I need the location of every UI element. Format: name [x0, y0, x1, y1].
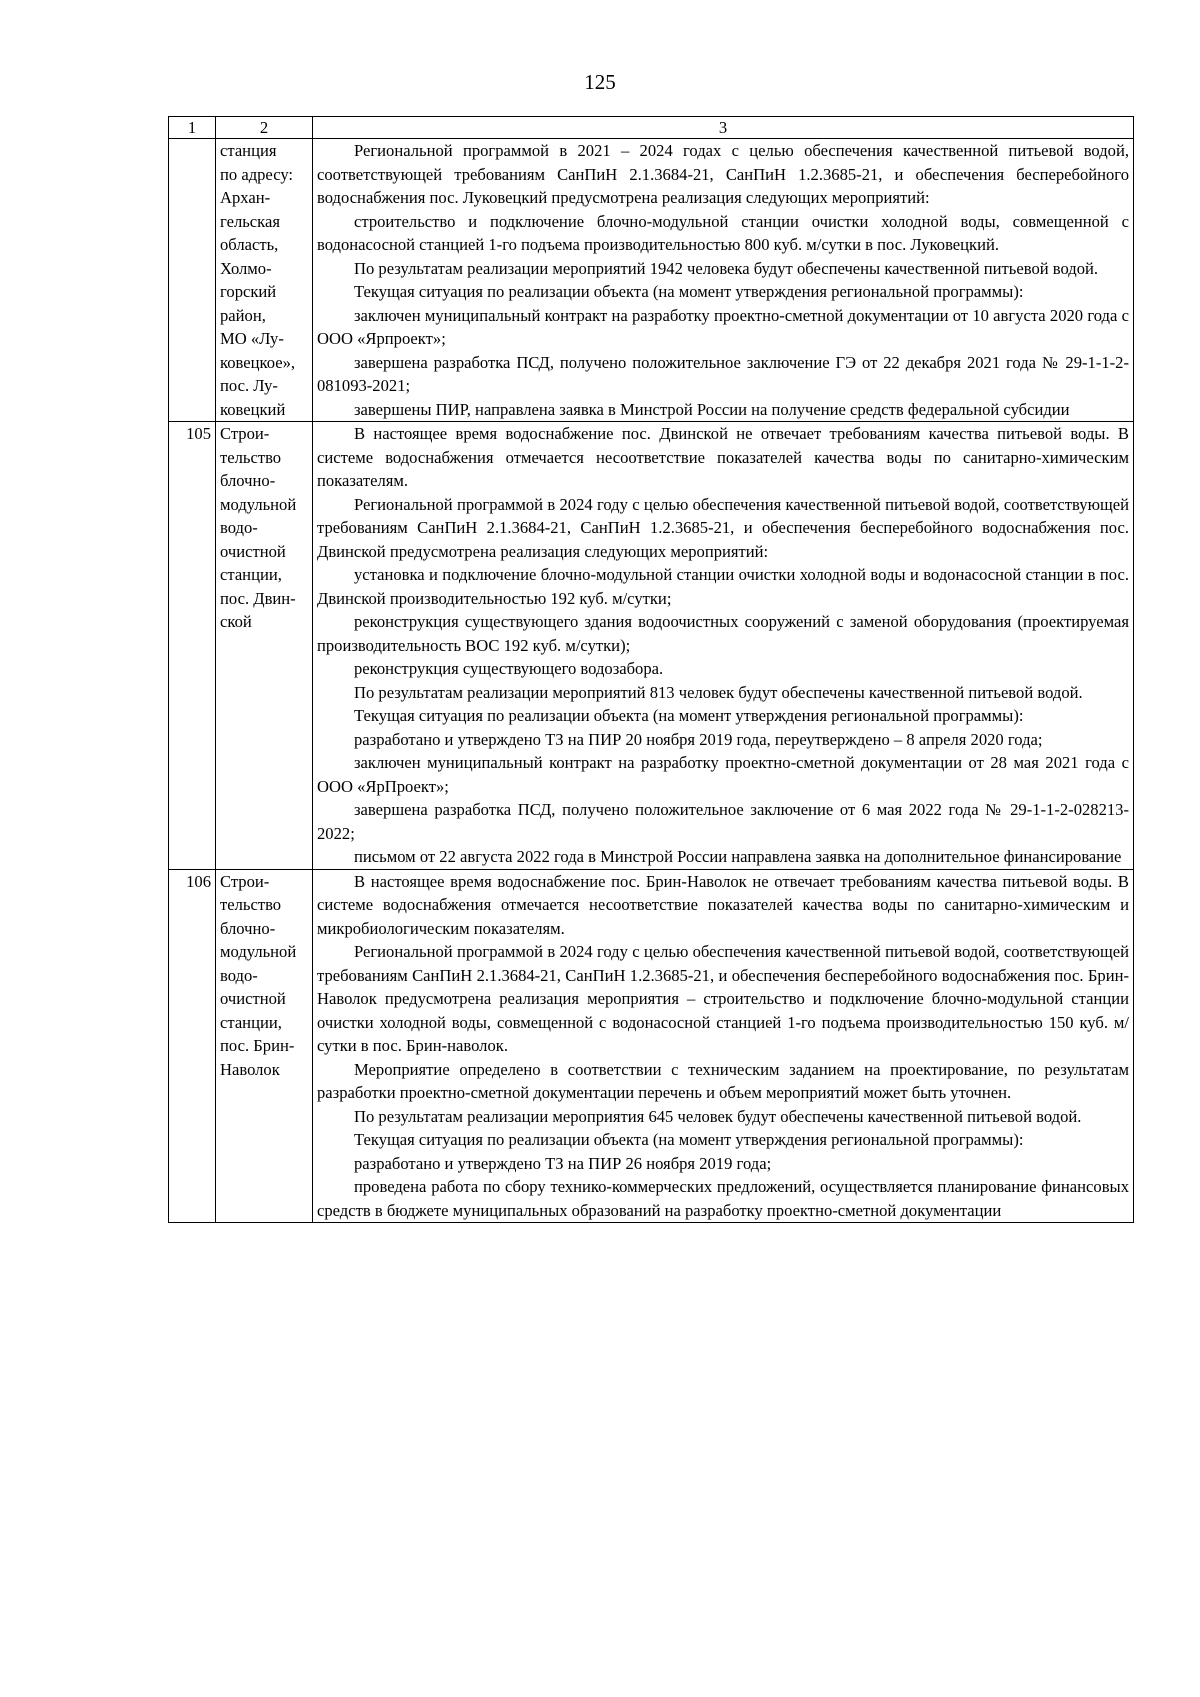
- object-name-line: модульной: [220, 942, 297, 961]
- object-name-line: тельство: [220, 895, 282, 914]
- description-paragraph: Региональной программой в 2024 году с целью обеспечения качественной питьевой водой, соответствующей требованиям СанПиН 2.1.3684-21, СанПиН 1.2.3685-21, и обеспечения бесперебойного водоснабжения пос. Брин-Наволок предусмотрена реализация мероприятия – строительство и подключение блочно-модульной станции очистки холодной воды, совмещенной с водонасосной станцией 1-го подъема производительностью 150 куб. м/сутки в пос. Брин-наволок.: [317, 942, 1129, 1055]
- object-name-line: станции,: [220, 565, 282, 584]
- object-name-line: Строи-: [220, 871, 270, 891]
- description-paragraph: заключен муниципальный контракт на разработку проектно-сметной документации от 10 августа 2020 года с ООО «Ярпроект»;: [317, 305, 1129, 348]
- object-name-line: по адресу:: [220, 164, 294, 184]
- description-paragraph: В настоящее время водоснабжение пос. Брин-Наволок не отвечает требованиям качества питьевой воды. В системе водоснабжения отмечается несоответствие показателей качества воды по санитарно-химическим и микробиологическим показателям.: [317, 871, 1129, 938]
- page-number: 125: [584, 70, 616, 94]
- description-paragraph: Текущая ситуация по реализации объекта (на момент утверждения региональной программы):: [354, 1130, 1024, 1149]
- description-cell: [313, 869, 1134, 1223]
- object-name-line: ковецкое»,: [220, 352, 296, 372]
- object-name-line: горский: [220, 282, 277, 301]
- object-name-line: тельство: [220, 447, 282, 467]
- row-number: [169, 139, 216, 422]
- object-name-line: ской: [220, 612, 252, 631]
- object-name-line: пос. Двин-: [220, 588, 296, 608]
- object-name-cell: [216, 139, 313, 422]
- column-header-3: 3: [313, 117, 1134, 139]
- description-cell: [313, 139, 1134, 422]
- program-table: [168, 116, 1134, 1223]
- description-paragraph: заключен муниципальный контракт на разработку проектно-сметной документации от 28 мая 2021 года с ООО «ЯрПроект»;: [317, 753, 1129, 796]
- description-paragraph: По результатам реализации мероприятий 1942 человека будут обеспечены качественной питьевой водой.: [354, 258, 1099, 278]
- description-paragraph: По результатам реализации мероприятия 645 человек будут обеспечены качественной питьевой водой.: [354, 1106, 1082, 1126]
- object-name-line: МО «Лу-: [220, 329, 284, 348]
- description-paragraph: По результатам реализации мероприятий 813 человек будут обеспечены качественной питьевой водой.: [354, 682, 1083, 702]
- object-name-line: район,: [220, 305, 266, 325]
- description-paragraph: реконструкция существующего здания водоочистных сооружений с заменой оборудования (проектируемая производительность ВОС 192 куб. м/сутки);: [317, 612, 1129, 655]
- description-paragraph: Региональной программой в 2024 году с целью обеспечения качественной питьевой водой, соответствующей требованиям СанПиН 2.1.3684-21, СанПиН 1.2.3685-21, и обеспечения бесперебойного водоснабжения пос. Двинской предусмотрена реализация следующих мероприятий:: [317, 494, 1129, 561]
- table-row: [169, 422, 1134, 870]
- description-paragraph: завершена разработка ПСД, получено положительное заключение ГЭ от 22 декабря 2021 года № 29-1-1-2-081093-2021;: [317, 352, 1129, 395]
- object-name-line: Холмо-: [220, 258, 272, 278]
- table-row: [169, 139, 1134, 422]
- object-name-line: станция: [220, 141, 277, 160]
- description-cell: [313, 422, 1134, 870]
- object-name-line: Наволок: [220, 1059, 280, 1079]
- object-name-line: ковецкий: [220, 399, 286, 419]
- object-name-cell: [216, 422, 313, 870]
- object-name-line: станции,: [220, 1012, 282, 1032]
- object-name-cell: [216, 869, 313, 1223]
- description-paragraph: реконструкция существующего водозабора.: [354, 659, 664, 678]
- column-header-1: 1: [169, 117, 216, 139]
- object-name-line: очистной: [220, 989, 286, 1008]
- description-paragraph: разработано и утверждено ТЗ на ПИР 20 ноября 2019 года, переутверждено – 8 апреля 2020 года;: [354, 729, 1043, 749]
- description-paragraph: завершены ПИР, направлена заявка в Минстрой России на получение средств федеральной субсидии: [354, 399, 1070, 419]
- description-paragraph: разработано и утверждено ТЗ на ПИР 26 ноября 2019 года;: [354, 1153, 772, 1173]
- object-name-line: водо-: [220, 518, 258, 537]
- description-paragraph: Региональной программой в 2021 – 2024 годах с целью обеспечения качественной питьевой водой, соответствующей требованиям СанПиН 2.1.3684-21, СанПиН 1.2.3685-21, и обеспечения бесперебойного водоснабжения пос. Луковецкий предусмотрена реализация следующих мероприятий:: [317, 141, 1129, 207]
- description-paragraph: установка и подключение блочно-модульной станции очистки холодной воды и водонасосной станции в пос. Двинской производительностью 192 куб. м/сутки;: [317, 565, 1129, 608]
- description-paragraph: Мероприятие определено в соответствии с техническим заданием на проектирование, по результатам разработки проектно-сметной документации перечень и объем мероприятий может быть уточнен.: [317, 1059, 1129, 1102]
- object-name-line: блочно-: [220, 471, 276, 490]
- description-paragraph: Текущая ситуация по реализации объекта (на момент утверждения региональной программы):: [354, 706, 1024, 725]
- description-paragraph: строительство и подключение блочно-модульной станции очистки холодной воды, совмещенной с водонасосной станцией 1-го подъема производительностью 800 куб. м/сутки в пос. Луковецкий.: [317, 211, 1129, 254]
- table-header-row: [169, 117, 1134, 139]
- description-paragraph: проведена работа по сбору технико-коммерческих предложений, осуществляется планирование финансовых средств в бюджете муниципальных образований на разработку проектно-сметной документации: [317, 1177, 1129, 1220]
- object-name-line: пос. Брин-: [220, 1036, 295, 1055]
- object-name-line: Архан-: [220, 188, 271, 207]
- object-name-line: пос. Лу-: [220, 376, 278, 395]
- object-name-line: водо-: [220, 965, 258, 985]
- description-paragraph: В настоящее время водоснабжение пос. Двинской не отвечает требованиям качества питьевой воды. В системе водоснабжения отмечается несоответствие показателей качества воды по санитарно-химическим показателям.: [317, 424, 1129, 490]
- row-number: 105: [169, 422, 216, 870]
- description-paragraph: завершена разработка ПСД, получено положительное заключение от 6 мая 2022 года № 29-1-1-2-028213-2022;: [317, 800, 1129, 843]
- object-name-line: очистной: [220, 541, 286, 561]
- object-name-line: область,: [220, 235, 279, 254]
- description-paragraph: письмом от 22 августа 2022 года в Минстрой России направлена заявка на дополнительное финансирование: [354, 847, 1122, 866]
- column-header-2: 2: [216, 117, 313, 139]
- object-name-line: блочно-: [220, 918, 276, 938]
- table-row: [169, 869, 1134, 1223]
- row-number: 106: [169, 869, 216, 1223]
- object-name-line: модульной: [220, 494, 297, 514]
- object-name-line: Строи-: [220, 424, 270, 443]
- object-name-line: гельская: [220, 211, 280, 231]
- description-paragraph: Текущая ситуация по реализации объекта (на момент утверждения региональной программы):: [354, 282, 1024, 301]
